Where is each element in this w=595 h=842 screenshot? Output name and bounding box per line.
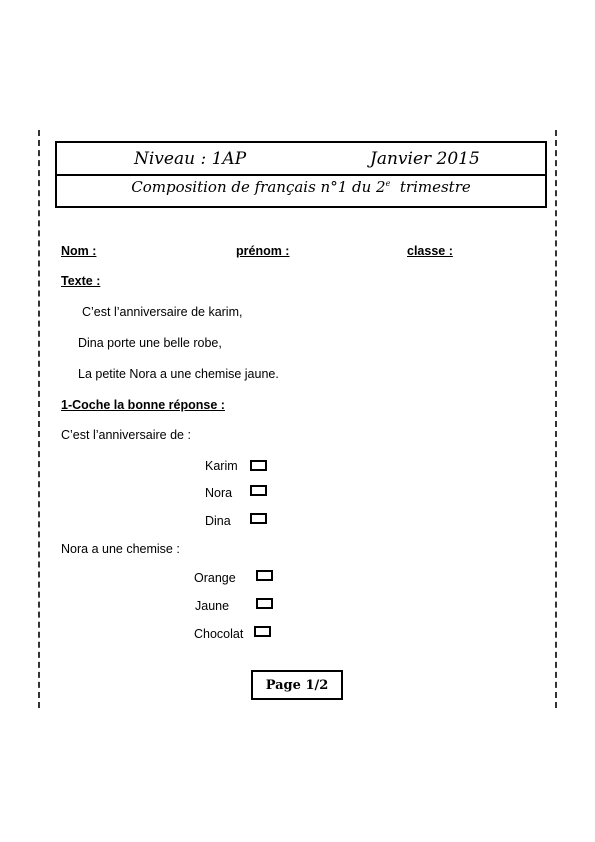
exam-header [55,141,547,208]
exercise-heading: 1-Coche la bonne réponse : [61,398,225,412]
exam-title-end: trimestre [399,178,471,196]
text-line: C’est l’anniversaire de karim, [82,305,243,319]
header-info-row [57,143,545,176]
text-heading: Texte : [61,274,101,288]
question2-prompt: Nora a une chemise : [61,542,180,556]
exam-date: Janvier 2015 [370,149,480,169]
exam-title [57,178,545,196]
option-label: Orange [194,571,236,585]
option-label: Jaune [195,599,230,613]
text-line: La petite Nora a une chemise jaune. [78,367,279,381]
firstname-label: prénom : [236,244,290,258]
option-label: Chocolat [194,627,244,641]
checkbox-nora[interactable] [250,485,267,496]
option-label: Nora [205,486,233,500]
checkbox-chocolat[interactable] [254,626,271,637]
checkbox-jaune[interactable] [256,598,273,609]
right-dashed-border [555,130,557,708]
page-number: Page 1/2 [251,670,343,700]
option-label: Dina [205,514,231,528]
class-label: classe : [407,244,453,258]
checkbox-karim[interactable] [250,460,267,471]
left-dashed-border [38,130,40,708]
exam-title-main: Composition de français n°1 du 2 [131,178,386,196]
name-label: Nom : [61,244,97,258]
exam-title-sup: e [385,179,391,188]
checkbox-dina[interactable] [250,513,267,524]
checkbox-orange[interactable] [256,570,273,581]
option-label: Karim [205,459,238,473]
text-line: Dina porte une belle robe, [78,336,222,350]
question1-prompt: C’est l’anniversaire de : [61,428,191,442]
level-label: Niveau : 1AP [134,149,247,169]
